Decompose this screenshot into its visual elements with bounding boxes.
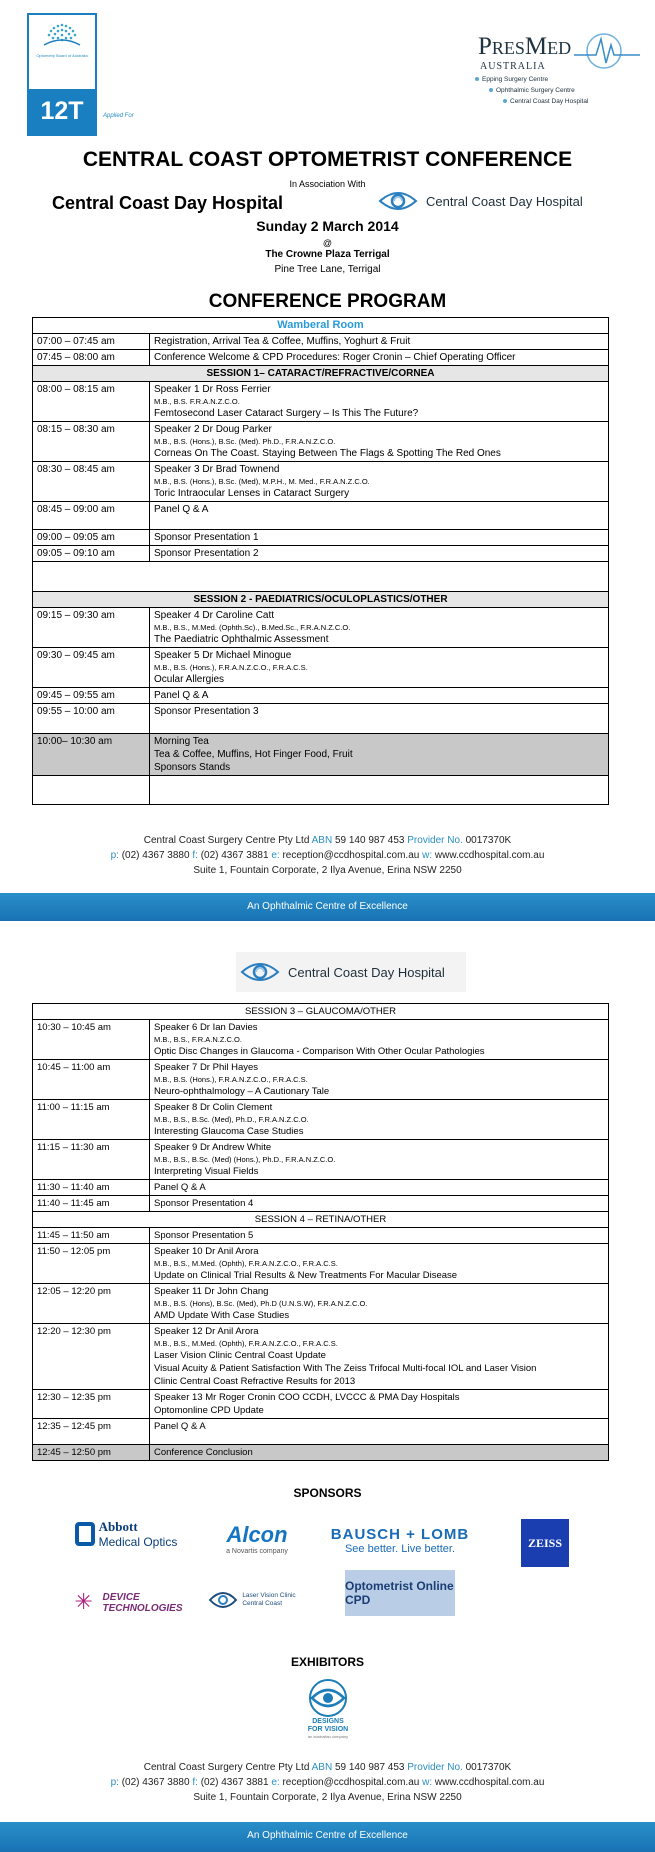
laser-vision-clinic-location: Central Coast — [242, 1600, 283, 1607]
presmed-line-ccdh: Central Coast Day Hospital — [510, 98, 638, 105]
optometrist-online-cpd-logo: Optometrist Online CPD — [345, 1570, 455, 1616]
table-row — [33, 1284, 609, 1324]
time-cell: 11:15 – 11:30 am — [33, 1140, 150, 1180]
time-cell: 12:05 – 12:20 pm — [33, 1284, 150, 1324]
footer-phone-label: p: — [110, 1777, 119, 1788]
desc-cell: Panel Q & A — [150, 1419, 609, 1445]
program-table-afternoon — [32, 1003, 609, 1461]
designs-for-vision-line2: FOR VISION — [307, 1725, 349, 1733]
table-row — [33, 648, 609, 688]
talk-topic: Femtosecond Laser Cataract Surgery – Is This The Future? — [154, 408, 419, 419]
program-table-morning — [32, 317, 609, 805]
footer-fax: (02) 4367 3881 — [200, 1777, 269, 1788]
footer-abn: 59 140 987 453 — [334, 835, 405, 846]
time-cell: 11:45 – 11:50 am — [33, 1228, 150, 1244]
footer-web-label: w: — [422, 850, 433, 861]
time-cell: 11:50 – 12:05 pm — [33, 1244, 150, 1284]
table-row — [33, 608, 609, 648]
speaker-name: Speaker 13 Mr Roger Cronin COO CCDH, LVCCC & PMA Day Hospitals — [154, 1392, 460, 1403]
time-cell: 09:15 – 09:30 am — [33, 608, 150, 648]
bausch-lomb-logo — [330, 1518, 470, 1562]
speaker-qualifications: M.B., B.S., M.Med. (Ophth), F.R.A.N.Z.C.O., F.R.A.C.S. — [154, 1339, 338, 1348]
tea-sponsors: Sponsors Stands — [154, 762, 231, 773]
designs-for-vision-line1: DESIGNS — [312, 1717, 344, 1725]
footer-phone: (02) 4367 3880 — [121, 850, 190, 861]
table-row — [33, 382, 609, 422]
cpd-points-number: 12T — [29, 89, 95, 134]
room-name: Wamberal Room — [33, 318, 609, 334]
speaker-qualifications: M.B., B.S., B.Sc. (Med) (Hons.), Ph.D., F.R.A.N.Z.C.O. — [154, 1155, 336, 1164]
talk-cell — [150, 1060, 609, 1100]
speaker-qualifications: M.B., B.S. (Hons.), F.R.A.N.Z.C.O., F.R.A.C.S. — [154, 663, 308, 672]
footer-web[interactable]: www.ccdhospital.com.au — [434, 1777, 545, 1788]
morning-tea-row — [33, 734, 609, 776]
designs-for-vision-tagline: an australian company — [307, 1733, 349, 1739]
venue-name: The Crowne Plaza Terrigal — [265, 249, 390, 260]
footer-email[interactable]: reception@ccdhospital.com.au — [282, 850, 420, 861]
time-cell: 11:00 – 11:15 am — [33, 1100, 150, 1140]
speaker-name: Speaker 7 Dr Phil Hayes — [154, 1062, 259, 1073]
alcon-name: Alcon — [226, 1521, 288, 1547]
speaker-name: Speaker 5 Dr Michael Minogue — [154, 650, 292, 661]
presmed-line-epping: Epping Surgery Centre — [482, 76, 638, 83]
table-row — [33, 688, 609, 704]
at-symbol: @ — [322, 238, 333, 248]
optometry-board-logo-icon — [41, 21, 83, 51]
desc-cell: Sponsor Presentation 3 — [150, 704, 609, 734]
time-cell: 08:45 – 09:00 am — [33, 502, 150, 530]
device-technologies-line1: DEVICE — [102, 1592, 140, 1603]
time-cell: 09:55 – 10:00 am — [33, 704, 150, 734]
talk-topic: Optic Disc Changes in Glaucoma - Comparison With Other Ocular Pathologies — [154, 1046, 485, 1057]
time-cell: 10:00– 10:30 am — [33, 734, 150, 776]
table-row — [33, 350, 609, 366]
speaker-name: Speaker 6 Dr Ian Davies — [154, 1022, 258, 1033]
talk-topic: The Paediatric Ophthalmic Assessment — [154, 634, 329, 645]
page-1 — [0, 0, 655, 925]
desc-cell: Sponsor Presentation 2 — [150, 546, 609, 562]
desc-cell: Sponsor Presentation 1 — [150, 530, 609, 546]
footer-provider: 0017370K — [465, 835, 512, 846]
page1-footer — [0, 833, 655, 878]
session-heading: SESSION 1– CATARACT/REFRACTIVE/CORNEA — [33, 366, 609, 382]
desc-cell: Registration, Arrival Tea & Coffee, Muffins, Yoghurt & Fruit — [150, 334, 609, 350]
time-cell: 09:30 – 09:45 am — [33, 648, 150, 688]
conference-date: Sunday 2 March 2014 — [256, 218, 399, 234]
footer-provider-label: Provider No. — [407, 1762, 463, 1773]
eye-logo-icon — [208, 1589, 238, 1611]
talk-topic: Corneas On The Coast. Staying Between The Flags & Spotting The Red Ones — [154, 448, 501, 459]
tea-title: Morning Tea — [154, 736, 209, 747]
table-row — [33, 1244, 609, 1284]
time-cell: 09:45 – 09:55 am — [33, 688, 150, 704]
desc-cell: Conference Conclusion — [150, 1445, 609, 1461]
footer-company: Central Coast Surgery Centre Pty Ltd — [143, 835, 310, 846]
talk-cell — [150, 1324, 609, 1390]
laser-vision-clinic-name: Laser Vision Clinic — [242, 1592, 296, 1599]
designs-for-vision-eye-icon — [304, 1678, 352, 1718]
bausch-lomb-name: BAUSCH + LOMB — [330, 1525, 470, 1543]
footer-email-label: e: — [271, 1777, 280, 1788]
device-technologies-line2: TECHNOLOGIES — [102, 1603, 183, 1614]
table-row — [33, 1196, 609, 1212]
talk-topic: Optomonline CPD Update — [154, 1405, 264, 1416]
speaker-qualifications: M.B., B.S. (Hons.), B.Sc. (Med). Ph.D., F.R.A.N.Z.C.O. — [154, 437, 336, 446]
speaker-qualifications: M.B., B.S., B.Sc. (Med), Ph.D., F.R.A.N.Z.C.O. — [154, 1115, 309, 1124]
abbott-mark-icon — [75, 1522, 95, 1546]
speaker-qualifications: M.B., B.S. F.R.A.N.Z.C.O. — [154, 397, 240, 406]
talk-cell — [150, 382, 609, 422]
table-row — [33, 502, 609, 530]
table-row — [33, 1445, 609, 1461]
talk-topic: Interesting Glaucoma Case Studies — [154, 1126, 304, 1137]
tea-menu: Tea & Coffee, Muffins, Hot Finger Food, Fruit — [154, 749, 353, 760]
alcon-logo — [212, 1514, 302, 1562]
abbott-division: Medical Optics — [98, 1535, 178, 1549]
footer-fax: (02) 4367 3881 — [200, 850, 269, 861]
presmed-logo — [478, 33, 638, 133]
bausch-lomb-tagline: See better. Live better. — [344, 1542, 456, 1555]
abbott-logo — [66, 1514, 186, 1554]
footer-abn-label: ABN — [311, 835, 333, 846]
talk-cell — [150, 1020, 609, 1060]
speaker-qualifications: M.B., B.S., F.R.A.N.Z.C.O. — [154, 1035, 242, 1044]
talk-cell — [150, 648, 609, 688]
desc-cell: Panel Q & A — [150, 502, 609, 530]
talk-topic: Visual Acuity & Patient Satisfaction With The Zeiss Trifocal Multi-focal IOL and Laser Vision — [154, 1363, 537, 1374]
presmed-line-ophthalmic: Ophthalmic Surgery Centre — [496, 87, 638, 94]
time-cell: 07:00 – 07:45 am — [33, 334, 150, 350]
device-technologies-logo — [66, 1585, 191, 1621]
desc-cell: Conference Welcome & CPD Procedures: Roger Cronin – Chief Operating Officer — [150, 350, 609, 366]
session-heading: SESSION 2 - PAEDIATRICS/OCULOPLASTICS/OTHER — [33, 592, 609, 608]
time-cell: 12:45 – 12:50 pm — [33, 1445, 150, 1461]
footer-abn-label: ABN — [311, 1762, 333, 1773]
footer-email[interactable]: reception@ccdhospital.com.au — [282, 1777, 420, 1788]
time-cell: 08:15 – 08:30 am — [33, 422, 150, 462]
speaker-name: Speaker 8 Dr Colin Clement — [154, 1102, 273, 1113]
desc-cell: Panel Q & A — [150, 688, 609, 704]
eye-logo-icon — [240, 960, 280, 984]
spacer-row — [33, 776, 609, 805]
sponsors-heading: SPONSORS — [293, 1486, 362, 1500]
table-row — [33, 704, 609, 734]
table-row — [33, 1140, 609, 1180]
footer-abn: 59 140 987 453 — [334, 1762, 405, 1773]
footer-fax-label: f: — [192, 1777, 198, 1788]
table-row — [33, 334, 609, 350]
page2-footer — [0, 1760, 655, 1805]
speaker-qualifications: M.B., B.S. (Hons), B.Sc. (Med), Ph.D (U.N.S.W), F.R.A.N.Z.C.O. — [154, 1299, 368, 1308]
page2-hospital-logo — [236, 952, 466, 992]
eye-logo-icon — [378, 189, 418, 213]
footer-address: Suite 1, Fountain Corporate, 2 Ilya Avenue, Erina NSW 2250 — [193, 865, 462, 876]
footer-web[interactable]: www.ccdhospital.com.au — [434, 850, 545, 861]
presmed-pulse-icon — [574, 31, 640, 71]
speaker-name: Speaker 10 Dr Anil Arora — [154, 1246, 259, 1257]
session-heading: SESSION 3 – GLAUCOMA/OTHER — [33, 1004, 609, 1020]
time-cell: 11:30 – 11:40 am — [33, 1180, 150, 1196]
speaker-name: Speaker 11 Dr John Chang — [154, 1286, 269, 1297]
exhibitors-heading: EXHIBITORS — [290, 1655, 365, 1669]
table-row — [33, 1180, 609, 1196]
talk-cell — [150, 1100, 609, 1140]
spacer-row — [33, 562, 609, 592]
hospital-name: Central Coast Day Hospital — [52, 193, 284, 213]
program-title: CONFERENCE PROGRAM — [208, 291, 447, 312]
conference-title: CENTRAL COAST OPTOMETRIST CONFERENCE — [82, 148, 573, 171]
venue-address: Pine Tree Lane, Terrigal — [274, 264, 381, 275]
time-cell: 08:30 – 08:45 am — [33, 462, 150, 502]
table-row — [33, 1060, 609, 1100]
page2-hospital-logo-text: Central Coast Day Hospital — [288, 964, 445, 980]
time-cell: 12:30 – 12:35 pm — [33, 1390, 150, 1419]
time-cell: 08:00 – 08:15 am — [33, 382, 150, 422]
alcon-tagline: a Novartis company — [226, 1547, 288, 1555]
talk-cell — [150, 1390, 609, 1419]
talk-topic: Neuro-ophthalmology – A Cautionary Tale — [154, 1086, 330, 1097]
desc-cell: Sponsor Presentation 4 — [150, 1196, 609, 1212]
footer-email-label: e: — [271, 850, 280, 861]
page2-footer-band: An Ophthalmic Centre of Excellence — [0, 1822, 655, 1852]
page1-footer-band: An Ophthalmic Centre of Excellence — [0, 893, 655, 921]
desc-cell: Panel Q & A — [150, 1180, 609, 1196]
footer-phone: (02) 4367 3880 — [121, 1777, 190, 1788]
talk-cell — [150, 1284, 609, 1324]
talk-topic: Update on Clinical Trial Results & New Treatments For Macular Disease — [154, 1270, 458, 1281]
speaker-name: Speaker 3 Dr Brad Townend — [154, 464, 280, 475]
table-row — [33, 546, 609, 562]
session-heading: SESSION 4 – RETINA/OTHER — [33, 1212, 609, 1228]
speaker-name: Speaker 1 Dr Ross Ferrier — [154, 384, 271, 395]
abbott-name: Abbott — [98, 1519, 138, 1534]
speaker-qualifications: M.B., B.S., M.Med. (Ophth), F.R.A.N.Z.C.O., F.R.A.C.S. — [154, 1259, 338, 1268]
presmed-subtitle: AUSTRALIA — [480, 61, 546, 72]
speaker-name: Speaker 4 Dr Caroline Catt — [154, 610, 275, 621]
talk-cell — [150, 1244, 609, 1284]
time-cell: 07:45 – 08:00 am — [33, 350, 150, 366]
speaker-name: Speaker 2 Dr Doug Parker — [154, 424, 272, 435]
time-cell: 10:30 – 10:45 am — [33, 1020, 150, 1060]
hospital-logo — [378, 184, 600, 218]
footer-web-label: w: — [422, 1777, 433, 1788]
footer-provider-label: Provider No. — [407, 835, 463, 846]
talk-topic: Ocular Allergies — [154, 674, 225, 685]
talk-cell — [150, 422, 609, 462]
table-row — [33, 422, 609, 462]
table-row — [33, 1324, 609, 1390]
talk-topic: Interpreting Visual Fields — [154, 1166, 259, 1177]
footer-fax-label: f: — [192, 850, 198, 861]
device-technologies-icon: ✳ — [74, 1589, 93, 1614]
talk-cell — [150, 462, 609, 502]
footer-provider: 0017370K — [465, 1762, 512, 1773]
association-text: In Association With — [289, 179, 366, 189]
optometry-board-badge — [27, 13, 97, 136]
table-row — [33, 1390, 609, 1419]
time-cell: 12:35 – 12:45 pm — [33, 1419, 150, 1445]
speaker-name: Speaker 12 Dr Anil Arora — [154, 1326, 259, 1337]
talk-topic: Laser Vision Clinic Central Coast Update — [154, 1350, 326, 1361]
talk-topic: Clinic Central Coast Refractive Results for 2013 — [154, 1376, 356, 1387]
table-row — [33, 1100, 609, 1140]
speaker-qualifications: M.B., B.S. (Hons.), B.Sc. (Med), M.P.H., M. Med., F.R.A.N.Z.C.O. — [154, 477, 370, 486]
designs-for-vision-logo — [296, 1672, 360, 1744]
talk-cell — [150, 1140, 609, 1180]
talk-topic: AMD Update With Case Studies — [154, 1310, 290, 1321]
table-row — [33, 530, 609, 546]
speaker-name: Speaker 9 Dr Andrew White — [154, 1142, 272, 1153]
time-cell: 12:20 – 12:30 pm — [33, 1324, 150, 1390]
desc-cell: Sponsor Presentation 5 — [150, 1228, 609, 1244]
table-row — [33, 1419, 609, 1445]
applied-for-label: Applied For — [103, 113, 134, 119]
speaker-qualifications: M.B., B.S. (Hons.), F.R.A.N.Z.C.O., F.R.A.C.S. — [154, 1075, 308, 1084]
zeiss-logo: ZEISS — [521, 1519, 569, 1567]
footer-company: Central Coast Surgery Centre Pty Ltd — [143, 1762, 310, 1773]
speaker-qualifications: M.B., B.S., M.Med. (Ophth.Sc)., B.Med.Sc., F.R.A.N.Z.C.O. — [154, 623, 351, 632]
table-row — [33, 1020, 609, 1060]
footer-address: Suite 1, Fountain Corporate, 2 Ilya Avenue, Erina NSW 2250 — [193, 1792, 462, 1803]
laser-vision-clinic-logo — [207, 1585, 297, 1615]
time-cell: 09:05 – 09:10 am — [33, 546, 150, 562]
table-row — [33, 462, 609, 502]
time-cell: 11:40 – 11:45 am — [33, 1196, 150, 1212]
talk-topic: Toric Intraocular Lenses in Cataract Surgery — [154, 488, 350, 499]
table-row — [33, 1228, 609, 1244]
optometry-board-text: Optometry Board of Australia — [36, 53, 88, 58]
time-cell: 09:00 – 09:05 am — [33, 530, 150, 546]
tea-cell — [150, 734, 609, 776]
presmed-title: PresMed — [478, 33, 572, 60]
talk-cell — [150, 608, 609, 648]
time-cell: 10:45 – 11:00 am — [33, 1060, 150, 1100]
hospital-logo-text: Central Coast Day Hospital — [426, 193, 583, 209]
footer-phone-label: p: — [110, 850, 119, 861]
